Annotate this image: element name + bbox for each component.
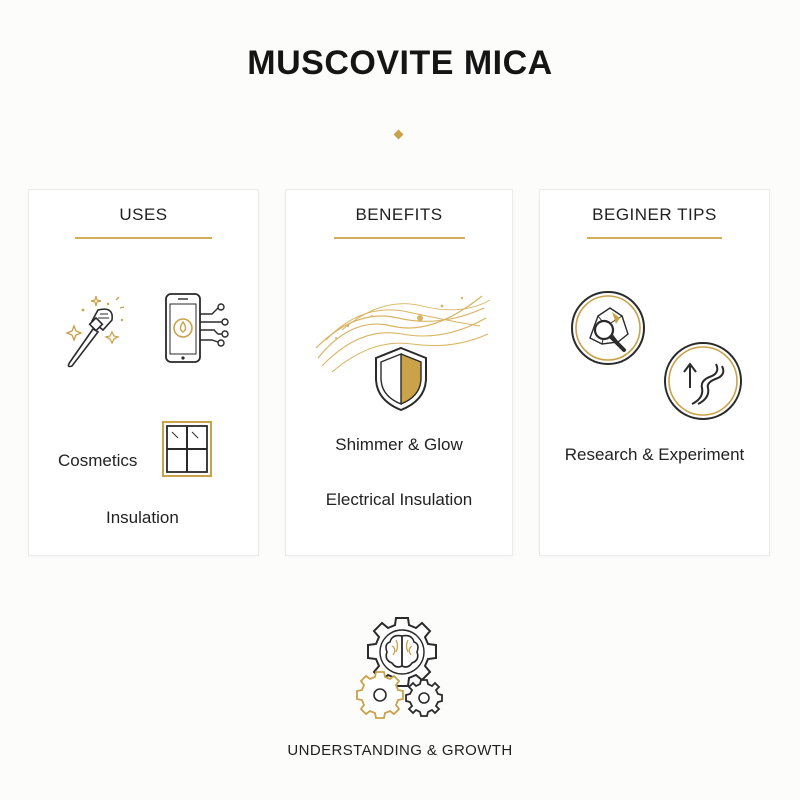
label-cosmetics: Cosmetics xyxy=(58,451,138,470)
brain-gear-icon xyxy=(352,612,448,720)
winding-path-arrow-icon xyxy=(662,340,744,422)
magnify-minerals-icon xyxy=(568,288,648,368)
label-insulation: Insulation xyxy=(106,508,179,527)
shield-icon xyxy=(370,344,432,414)
card-rule-uses xyxy=(75,237,212,239)
card-title-beginner-tips: BEGINER TIPS xyxy=(592,205,717,224)
label-research-experiment: Research & Experiment xyxy=(564,445,745,464)
gears-icon xyxy=(357,672,403,718)
window-icon xyxy=(160,420,214,478)
smartphone-circuit-icon xyxy=(160,292,232,366)
divider-diamond xyxy=(394,130,404,140)
page-title: MUSCOVITE MICA xyxy=(247,44,553,82)
card-title-benefits: BENEFITS xyxy=(355,205,443,224)
label-electrical-insulation: Electrical Insulation xyxy=(325,490,473,509)
label-shimmer-glow: Shimmer & Glow xyxy=(335,435,463,454)
makeup-brush-icon xyxy=(56,290,130,374)
footer-label: UNDERSTANDING & GROWTH xyxy=(287,742,513,759)
card-rule-benefits xyxy=(334,237,465,239)
card-title-uses: USES xyxy=(119,205,168,224)
card-rule-beginner-tips xyxy=(587,237,722,239)
